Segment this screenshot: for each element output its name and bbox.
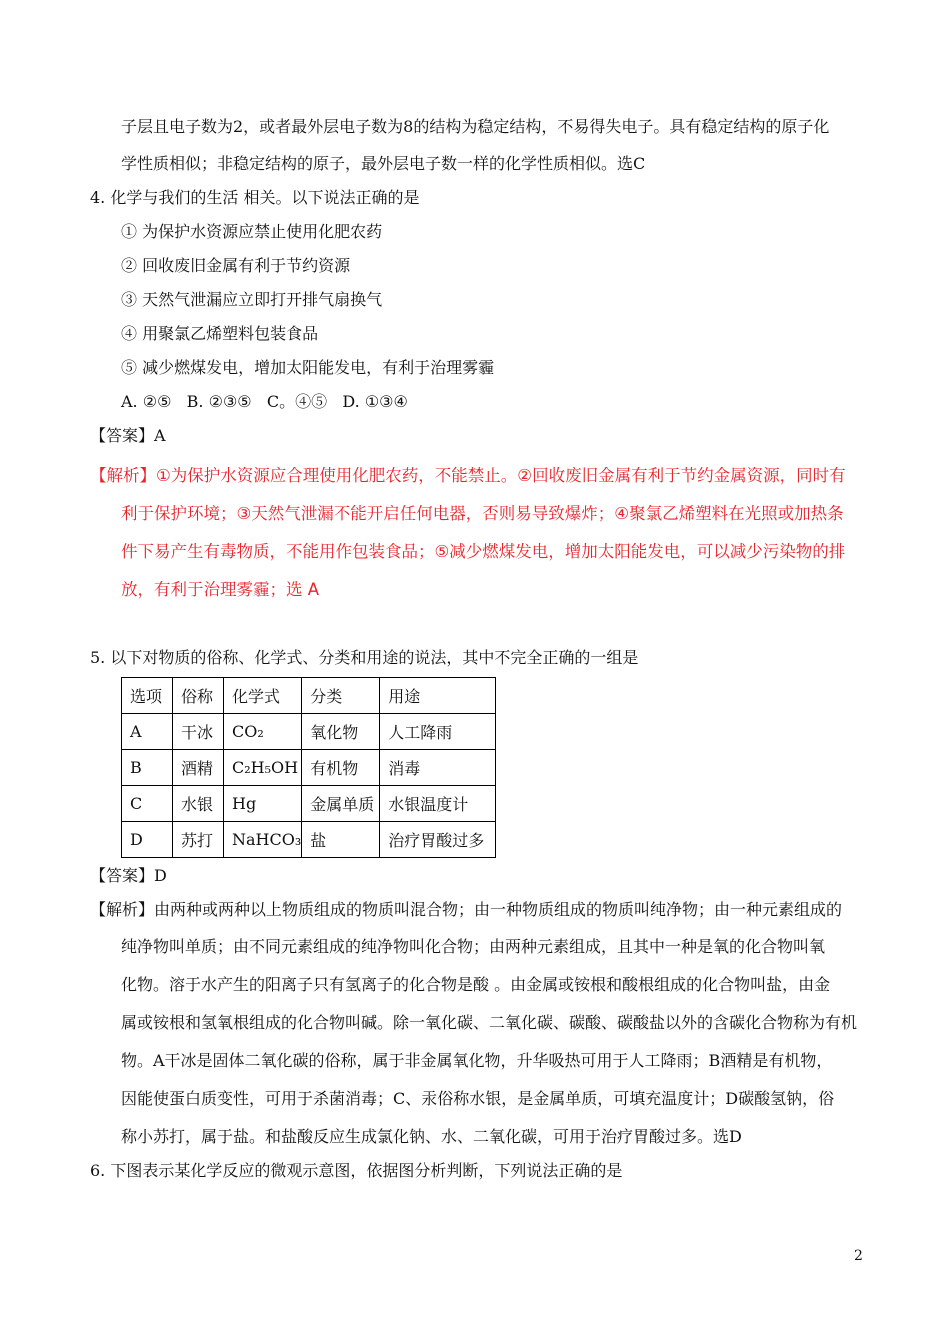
question-5-answer: 【答案】D	[90, 866, 167, 885]
table-cell: 水银	[173, 786, 224, 822]
table-cell: 酒精	[173, 750, 224, 786]
text-line: 子层且电子数为2，或者最外层电子数为8的结构为稳定结构，不易得失电子。具有稳定结构的原子化	[121, 117, 830, 136]
table-cell: A	[122, 714, 173, 750]
question-4-item: ② 回收废旧金属有利于节约资源	[121, 256, 351, 275]
table-header-cell: 用途	[380, 678, 496, 714]
question-4-analysis-line: 利于保护环境；③天然气泄漏不能开启任何电器，否则易导致爆炸；④聚氯乙烯塑料在光照或加热条	[121, 504, 844, 523]
table-cell: 人工降雨	[380, 714, 496, 750]
table-row	[122, 714, 496, 750]
table-cell: B	[122, 750, 173, 786]
question-5-analysis-line: 物。A干冰是固体二氧化碳的俗称，属于非金属氧化物，升华吸热可用于人工降雨；B酒精是有机物，	[121, 1051, 833, 1070]
substance-table	[121, 677, 496, 858]
question-6-stem: 6. 下图表示某化学反应的微观示意图，依据图分析判断，下列说法正确的是	[90, 1161, 623, 1180]
question-5-analysis-line: 称小苏打，属于盐。和盐酸反应生成氯化钠、水、二氧化碳，可用于治疗胃酸过多。选D	[121, 1127, 742, 1146]
table-cell: 有机物	[302, 750, 380, 786]
question-4-analysis-line: 件下易产生有毒物质，不能用作包装食品；⑤减少燃煤发电，增加太阳能发电，可以减少污染物的排	[121, 542, 846, 561]
table-cell: CO₂	[224, 714, 302, 750]
question-4-analysis-line: 放，有利于治理雾霾；选 A	[121, 580, 320, 599]
table-cell: 金属单质	[302, 786, 380, 822]
table-cell: 苏打	[173, 822, 224, 858]
table-cell: NaHCO₃	[224, 822, 302, 858]
table-cell: 消毒	[380, 750, 496, 786]
question-5-analysis-line: 纯净物叫单质；由不同元素组成的纯净物叫化合物；由两种元素组成，且其中一种是氧的化合物叫氧	[121, 937, 826, 956]
page-number: 2	[854, 1248, 863, 1264]
question-4-item: ⑤ 减少燃煤发电，增加太阳能发电，有利于治理雾霾	[121, 358, 495, 377]
table-row	[122, 822, 496, 858]
question-5-analysis-line: 化物。溶于水产生的阳离子只有氢离子的化合物是酸 。由金属或铵根和酸根组成的化合物叫盐，由金	[121, 975, 831, 994]
table-cell: Hg	[224, 786, 302, 822]
question-4-options: A. ②⑤ B. ②③⑤ C。④⑤ D. ①③④	[121, 392, 408, 411]
question-4-stem: 4. 化学与我们的生活 相关。以下说法正确的是	[90, 188, 420, 207]
question-5-analysis-line: 【解析】由两种或两种以上物质组成的物质叫混合物；由一种物质组成的物质叫纯净物；由一种元素组成的	[90, 900, 843, 919]
table-cell: C₂H₅OH	[224, 750, 302, 786]
question-5-stem: 5. 以下对物质的俗称、化学式、分类和用途的说法，其中不完全正确的一组是	[90, 648, 639, 667]
table-header-row	[122, 678, 496, 714]
table-row	[122, 786, 496, 822]
question-5-analysis-line: 因能使蛋白质变性，可用于杀菌消毒；C、汞俗称水银，是金属单质，可填充温度计；D碳酸氢钠，俗	[121, 1089, 835, 1108]
table-cell: 干冰	[173, 714, 224, 750]
table-cell: C	[122, 786, 173, 822]
question-4-item: ④ 用聚氯乙烯塑料包装食品	[121, 324, 319, 343]
question-4-item: ① 为保护水资源应禁止使用化肥农药	[121, 222, 383, 241]
table-cell: 水银温度计	[380, 786, 496, 822]
question-5-analysis-line: 属或铵根和氢氧根组成的化合物叫碱。除一氧化碳、二氧化碳、碳酸、碳酸盐以外的含碳化合物称为有机	[121, 1013, 858, 1032]
text-line: 学性质相似；非稳定结构的原子，最外层电子数一样的化学性质相似。选C	[121, 154, 646, 173]
table-header-cell: 选项	[122, 678, 173, 714]
table-cell: D	[122, 822, 173, 858]
question-4-analysis-line: 【解析】①为保护水资源应合理使用化肥农药，不能禁止。②回收废旧金属有利于节约金属资源，同时有	[90, 466, 846, 485]
question-4-answer: 【答案】A	[90, 426, 166, 445]
table-cell: 治疗胃酸过多	[380, 822, 496, 858]
table-header-cell: 分类	[302, 678, 380, 714]
table-row	[122, 750, 496, 786]
table-header-cell: 俗称	[173, 678, 224, 714]
table-cell: 盐	[302, 822, 380, 858]
question-4-item: ③ 天然气泄漏应立即打开排气扇换气	[121, 290, 383, 309]
table-header-cell: 化学式	[224, 678, 302, 714]
table-cell: 氧化物	[302, 714, 380, 750]
